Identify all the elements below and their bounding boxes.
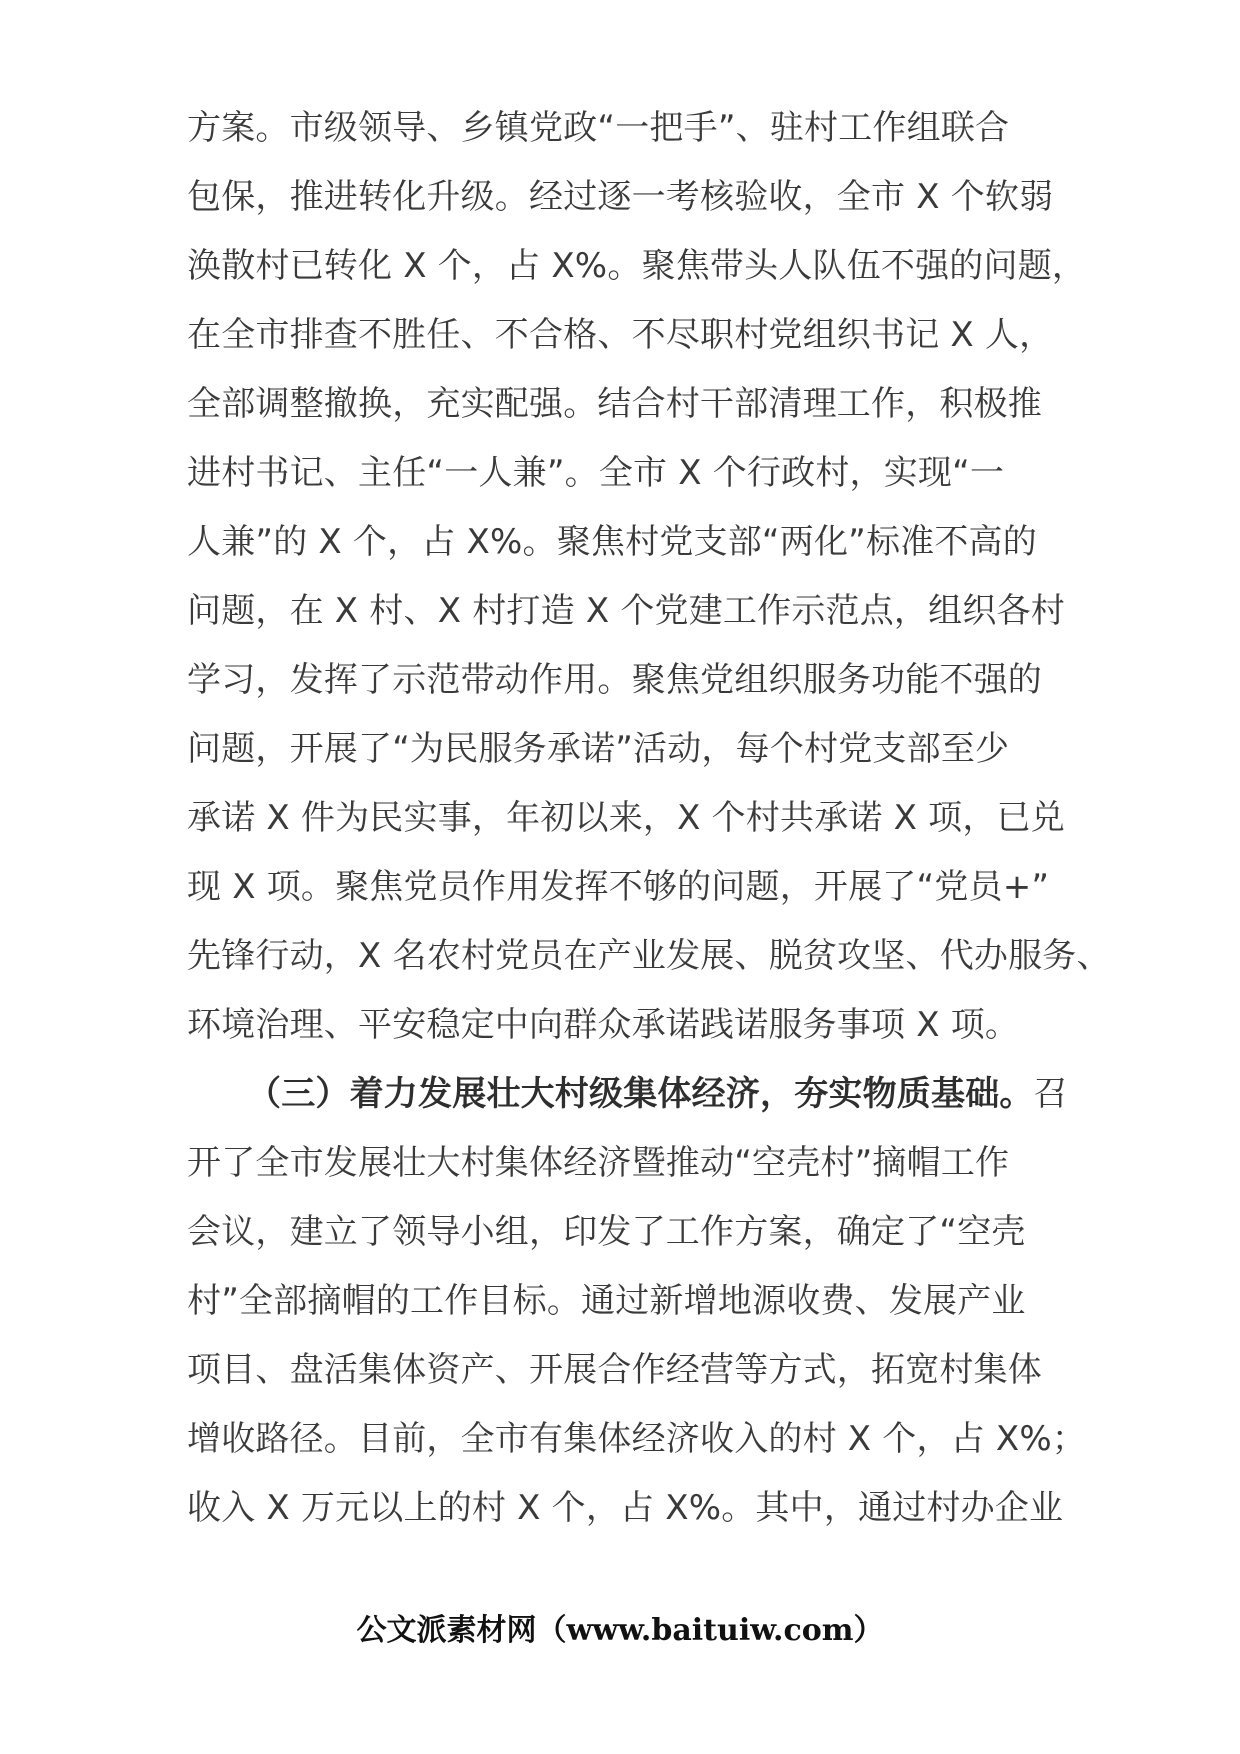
- text-line: 问题，开展了“为民服务承诺”活动，每个村党支部至少: [187, 729, 1010, 769]
- text-line: 开了全市发展壮大村集体经济暨推动“空壳村”摘帽工作: [187, 1143, 1010, 1183]
- text-line: 进村书记、主任“一人兼”。全市 X 个行政村，实现“一: [187, 453, 1005, 493]
- text-line: 涣散村已转化 X 个，占 X%。聚焦带头人队伍不强的问题，: [187, 246, 1087, 286]
- text-line: 包保，推进转化升级。经过逐一考核验收，全市 X 个软弱: [187, 177, 1054, 217]
- text-line: 问题，在 X 村、X 村打造 X 个党建工作示范点，组织各村: [187, 591, 1065, 631]
- text-line: 现 X 项。聚焦党员作用发挥不够的问题，开展了“党员+”: [187, 867, 1050, 907]
- section-heading: （三）着力发展壮大村级集体经济，夯实物质基础。: [247, 1074, 1034, 1114]
- text-line: 收入 X 万元以上的村 X 个，占 X%。其中，通过村办企业: [187, 1488, 1064, 1528]
- body-text: [187, 94, 1111, 1543]
- text-line: 增收路径。目前，全市有集体经济收入的村 X 个，占 X%；: [187, 1419, 1087, 1459]
- text-line: 项目、盘活集体资产、开展合作经营等方式，拓宽村集体: [187, 1350, 1042, 1390]
- text-line: 全部调整撤换，充实配强。结合村干部清理工作，积极推: [187, 384, 1042, 424]
- text-line: 环境治理、平安稳定中向群众承诺践诺服务事项 X 项。: [187, 1005, 1020, 1045]
- text-line: 方案。市级领导、乡镇党政“一把手”、驻村工作组联合: [187, 108, 1010, 148]
- section-heading-tail: 召: [1033, 1074, 1068, 1114]
- footer-watermark: 公文派素材网（www.baituiw.com）: [356, 1613, 884, 1648]
- text-line: 会议，建立了领导小组，印发了工作方案，确定了“空壳: [187, 1212, 1026, 1252]
- text-line: 在全市排查不胜任、不合格、不尽职村党组织书记 X 人，: [187, 315, 1054, 355]
- text-line: 承诺 X 件为民实事，年初以来，X 个村共承诺 X 项，已兑: [187, 798, 1065, 838]
- section-heading-line: [187, 1060, 1068, 1129]
- text-line: 学习，发挥了示范带动作用。聚焦党组织服务功能不强的: [187, 660, 1042, 700]
- text-line: 人兼”的 X 个，占 X%。聚焦村党支部“两化”标准不高的: [187, 522, 1037, 562]
- text-line: 先锋行动，X 名农村党员在产业发展、脱贫攻坚、代办服务、: [187, 936, 1111, 976]
- text-line: 村”全部摘帽的工作目标。通过新增地源收费、发展产业: [187, 1281, 1026, 1321]
